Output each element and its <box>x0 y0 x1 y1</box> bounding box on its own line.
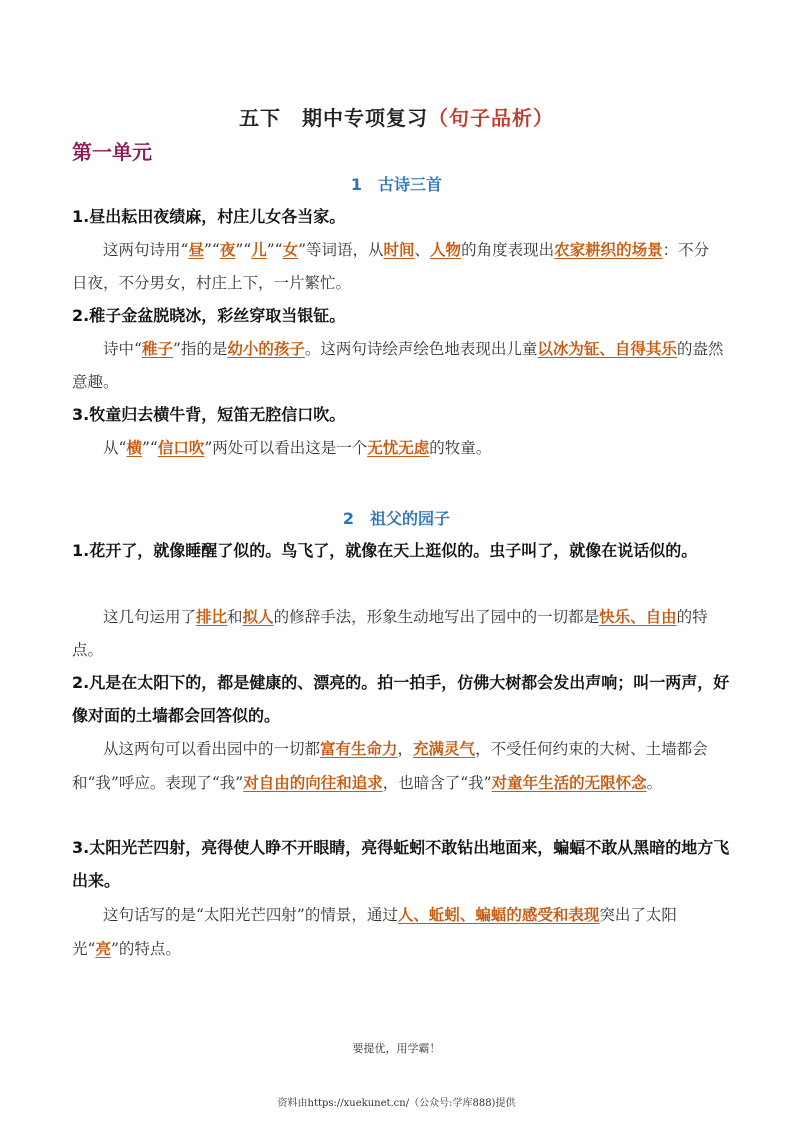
highlight-term: 排比 <box>196 607 228 626</box>
answer-text: 。这两句诗绘声绘色地表现出儿童 <box>304 340 538 358</box>
answer-text: 和 <box>227 608 243 626</box>
footer-slogan: 要提优，用学霸！ <box>352 1042 441 1055</box>
answer-text: 的盎然意趣。 <box>72 340 724 391</box>
lesson2-answer-3 <box>72 898 724 966</box>
answer-text: ：不分日夜，不分男女，村庄上下，一片繁忙。 <box>72 241 710 292</box>
highlight-term: 儿 <box>251 240 267 259</box>
answer-text: 这两句诗用“ <box>103 241 189 259</box>
answer-text: 从“ <box>103 439 127 457</box>
title-main: 五下 期中专项复习 <box>239 106 428 130</box>
lesson2-answer-2 <box>72 732 724 800</box>
answer-text: 这句话写的是“太阳光芒四射”的情景，通过 <box>103 906 398 924</box>
answer-text: ”两处可以看出这是一个 <box>204 439 368 457</box>
highlight-term: 幼小的孩子 <box>227 339 305 358</box>
lesson2-question-1: 1.花开了，就像睡醒了似的。鸟飞了，就像在天上逛似的。虫子叫了，就像在说话似的。 <box>72 541 698 560</box>
answer-text: 突出了太阳光“ <box>72 906 677 958</box>
highlight-term: 拟人 <box>242 607 274 626</box>
answer-text: ”“ <box>266 241 283 259</box>
highlight-term: 对自由的向往和追求 <box>243 773 383 792</box>
lesson1-question-1: 1.昼出耘田夜绩麻，村庄儿女各当家。 <box>72 207 346 226</box>
highlight-term: 农家耕织的场景 <box>554 240 663 259</box>
answer-text: ”“ <box>203 241 220 259</box>
answer-text: ，不受任何约束的大树、土墙都会和“我”呼应。表现了“我” <box>72 740 708 792</box>
lesson1-question-3: 3.牧童归去横牛背，短笛无腔信口吹。 <box>72 405 346 424</box>
unit-heading: 第一单元 <box>72 140 152 164</box>
answer-text: ”“ <box>235 241 252 259</box>
title-accent: （句子品析） <box>428 106 554 130</box>
highlight-term: 信口吹 <box>157 438 205 457</box>
highlight-term: 无忧无虑 <box>367 438 430 457</box>
highlight-term: 夜 <box>219 240 236 259</box>
highlight-term: 对童年生活的无限怀念 <box>491 773 647 792</box>
answer-text: ， <box>397 740 414 758</box>
lesson1-answer-1 <box>72 233 724 300</box>
answer-text: 的修辞手法，形象生动地写出了园中的一切都是 <box>273 608 600 626</box>
highlight-term: 充满灵气 <box>413 739 476 758</box>
highlight-term: 人、蚯蚓、蝙蝠的感受和表现 <box>397 905 600 924</box>
answer-text: 的牧童。 <box>429 439 492 457</box>
highlight-term: 女 <box>282 240 299 259</box>
answer-text: ”等词语，从 <box>298 241 384 259</box>
footer-source: 资料由https://xuekunet.cn/（公众号:学库888)提供 <box>277 1098 516 1109</box>
lesson2-answer-1 <box>72 600 724 667</box>
highlight-term: 亮 <box>95 939 111 958</box>
answer-text: 诗中“ <box>103 340 142 358</box>
highlight-term: 横 <box>126 438 142 457</box>
page-title <box>0 102 793 131</box>
answer-text: ”指的是 <box>172 340 228 358</box>
lesson2-heading: 2 祖父的园子 <box>342 509 451 528</box>
highlight-term: 昼 <box>188 240 204 259</box>
answer-text: ，也暗含了“我” <box>382 774 492 792</box>
highlight-term: 时间 <box>383 240 415 259</box>
answer-text: ”的特点。 <box>110 940 181 958</box>
lesson1-answer-2 <box>72 332 724 399</box>
answer-text: ”“ <box>141 439 158 457</box>
answer-text: 这几句运用了 <box>103 608 197 626</box>
highlight-term: 以冰为钲、自得其乐 <box>537 339 677 358</box>
answer-text: 从这两句可以看出园中的一切都 <box>103 740 321 758</box>
highlight-term: 人物 <box>430 240 462 259</box>
lesson2-question-2: 2.凡是在太阳下的，都是健康的、漂亮的。拍一拍手，仿佛大树都会发出声响；叫一两声，好像对面的土墙都会回答似的。 <box>72 673 730 725</box>
lesson2-question-3: 3.太阳光芒四射，亮得使人睁不开眼睛，亮得蚯蚓不敢钻出地面来，蝙蝠不敢从黑暗的地方飞出来。 <box>72 838 730 890</box>
answer-text: 的角度表现出 <box>461 241 555 259</box>
lesson1-question-2: 2.稚子金盆脱晓冰，彩丝穿取当银钲。 <box>72 306 346 325</box>
answer-text: 、 <box>414 241 431 259</box>
lesson1-heading: 1 古诗三首 <box>350 175 443 194</box>
answer-text: 的特点。 <box>72 608 708 659</box>
answer-text: 。 <box>646 774 663 792</box>
highlight-term: 富有生命力 <box>320 739 398 758</box>
lesson1-answer-3 <box>72 431 724 465</box>
highlight-term: 快乐、自由 <box>599 607 677 626</box>
highlight-term: 稚子 <box>141 339 173 358</box>
